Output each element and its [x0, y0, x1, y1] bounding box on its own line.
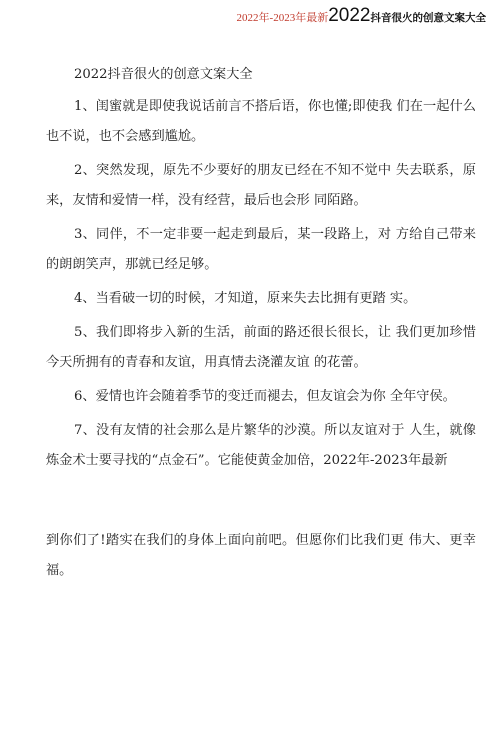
paragraph-3: 3、同伴，不一定非要一起走到最后，某一段路上，对 方给自己带来的朗朗笑声，那就已经足够。 — [46, 227, 476, 272]
header-prefix: 2022年-2023年最新 — [236, 12, 329, 24]
header-suffix: 抖音很火的创意文案大全 — [370, 12, 486, 24]
paragraph-5: 5、我们即将步入新的生活，前面的路还很长很长，让 我们更加珍惜今天所拥有的青春和友谊，用真情去浇灌友谊 的花蕾。 — [46, 325, 476, 370]
paragraph-1: 1、闺蜜就是即使我说话前言不搭后语，你也懂;即使我 们在一起什么也不说，也不会感到尴尬。 — [46, 99, 476, 144]
paragraph-4: 4、当看破一切的时候，才知道，原来失去比拥有更踏 实。 — [74, 291, 417, 306]
page-header — [237, 6, 486, 28]
document-title: 2022抖音很火的创意文案大全 — [74, 67, 253, 82]
paragraph-7: 7、没有友情的社会那么是片繁华的沙漠。所以友谊对于 人生，就像炼金术士要寻找的“点金石”。它能使黄金加倍，2022年-2023年最新 — [46, 423, 476, 468]
paragraph-6: 6、爱情也许会随着季节的变迁而褪去，但友谊会为你 全年守侯。 — [74, 389, 456, 404]
paragraph-tail: 到你们了!踏实在我们的身体上面向前吧。但愿你们比我们更 伟大、更幸福。 — [46, 533, 476, 578]
header-year: 2022 — [328, 5, 371, 26]
document-body — [46, 60, 476, 590]
paragraph-2: 2、突然发现，原先不少要好的朋友已经在不知不觉中 失去联系，原来，友情和爱情一样，没有经营，最后也会形 同陌路。 — [46, 163, 476, 208]
